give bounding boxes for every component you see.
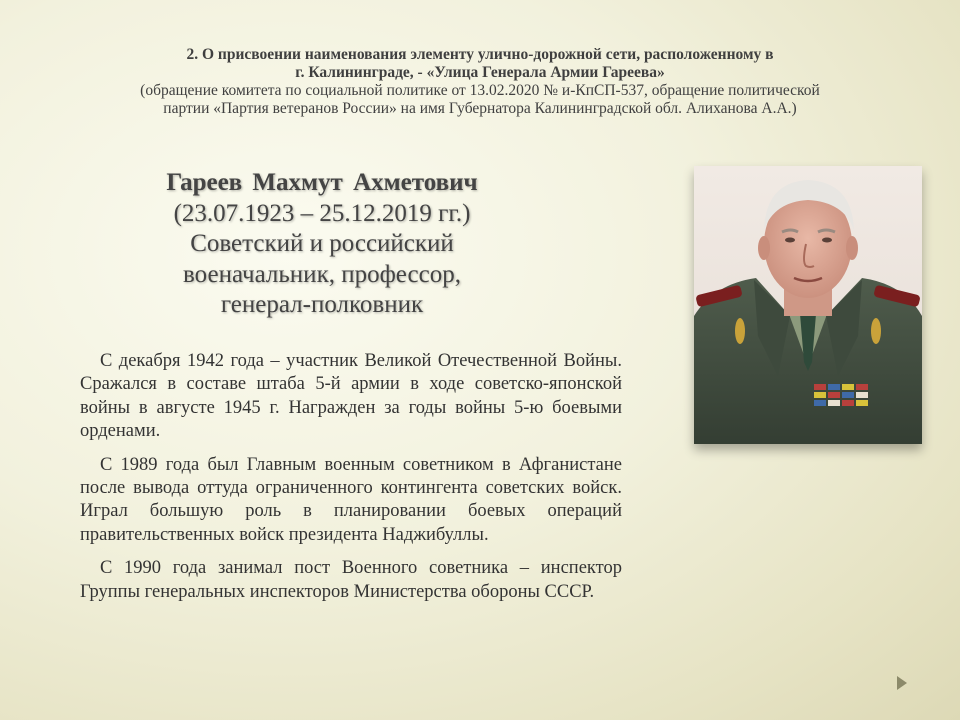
- header-line-2: [40, 64, 920, 82]
- slide-header: [40, 46, 920, 118]
- header-line-1: 2. О присвоении наименования элементу улично-дорожной сети, расположенному в: [186, 46, 774, 63]
- portrait-illustration: [694, 166, 922, 444]
- biography-paragraph: С 1990 года занимал пост Военного советника – инспектор Группы генеральных инспекторов Министерства обороны СССР.: [80, 558, 622, 602]
- header-line-2-prefix: г. Калининграде, -: [295, 64, 427, 81]
- biography-heading: [118, 168, 526, 321]
- header-line-3: (обращение комитета по социальной политике от 13.02.2020 № и-КпСП-537, обращение политической: [140, 82, 820, 99]
- slide-corner-triangle-icon: [897, 676, 907, 690]
- street-name-quote: «Улица Генерала Армии Гареева»: [426, 64, 665, 81]
- person-name: Гареев Махмут Ахметович: [166, 169, 478, 196]
- role-line-1: Советский и российский: [190, 230, 454, 257]
- portrait-photo: [694, 166, 922, 444]
- role-line-3: генерал-полковник: [220, 291, 424, 318]
- biography-paragraph: С декабря 1942 года – участник Великой Отечественной Войны. Сражался в составе штаба 5-й армии в ходе советско-японской войны в августе 1945 г. Награжден за годы войны 5-ю боевыми орденами.: [80, 351, 622, 442]
- life-dates: (23.07.1923 – 25.12.2019 гг.): [173, 199, 471, 227]
- role-line-2: военачальник, профессор,: [183, 260, 461, 288]
- biography-paragraph: С 1989 года был Главным военным советником в Афганистане после вывода оттуда ограниченного контингента советских войск. Играл большую роль в планировании боевых операций правительственных войск президента Наджибуллы.: [80, 454, 622, 545]
- biography-text: [80, 350, 622, 614]
- header-line-4: партии «Партия ветеранов России» на имя Губернатора Калининградской обл. Алиханова А.А.): [163, 100, 797, 117]
